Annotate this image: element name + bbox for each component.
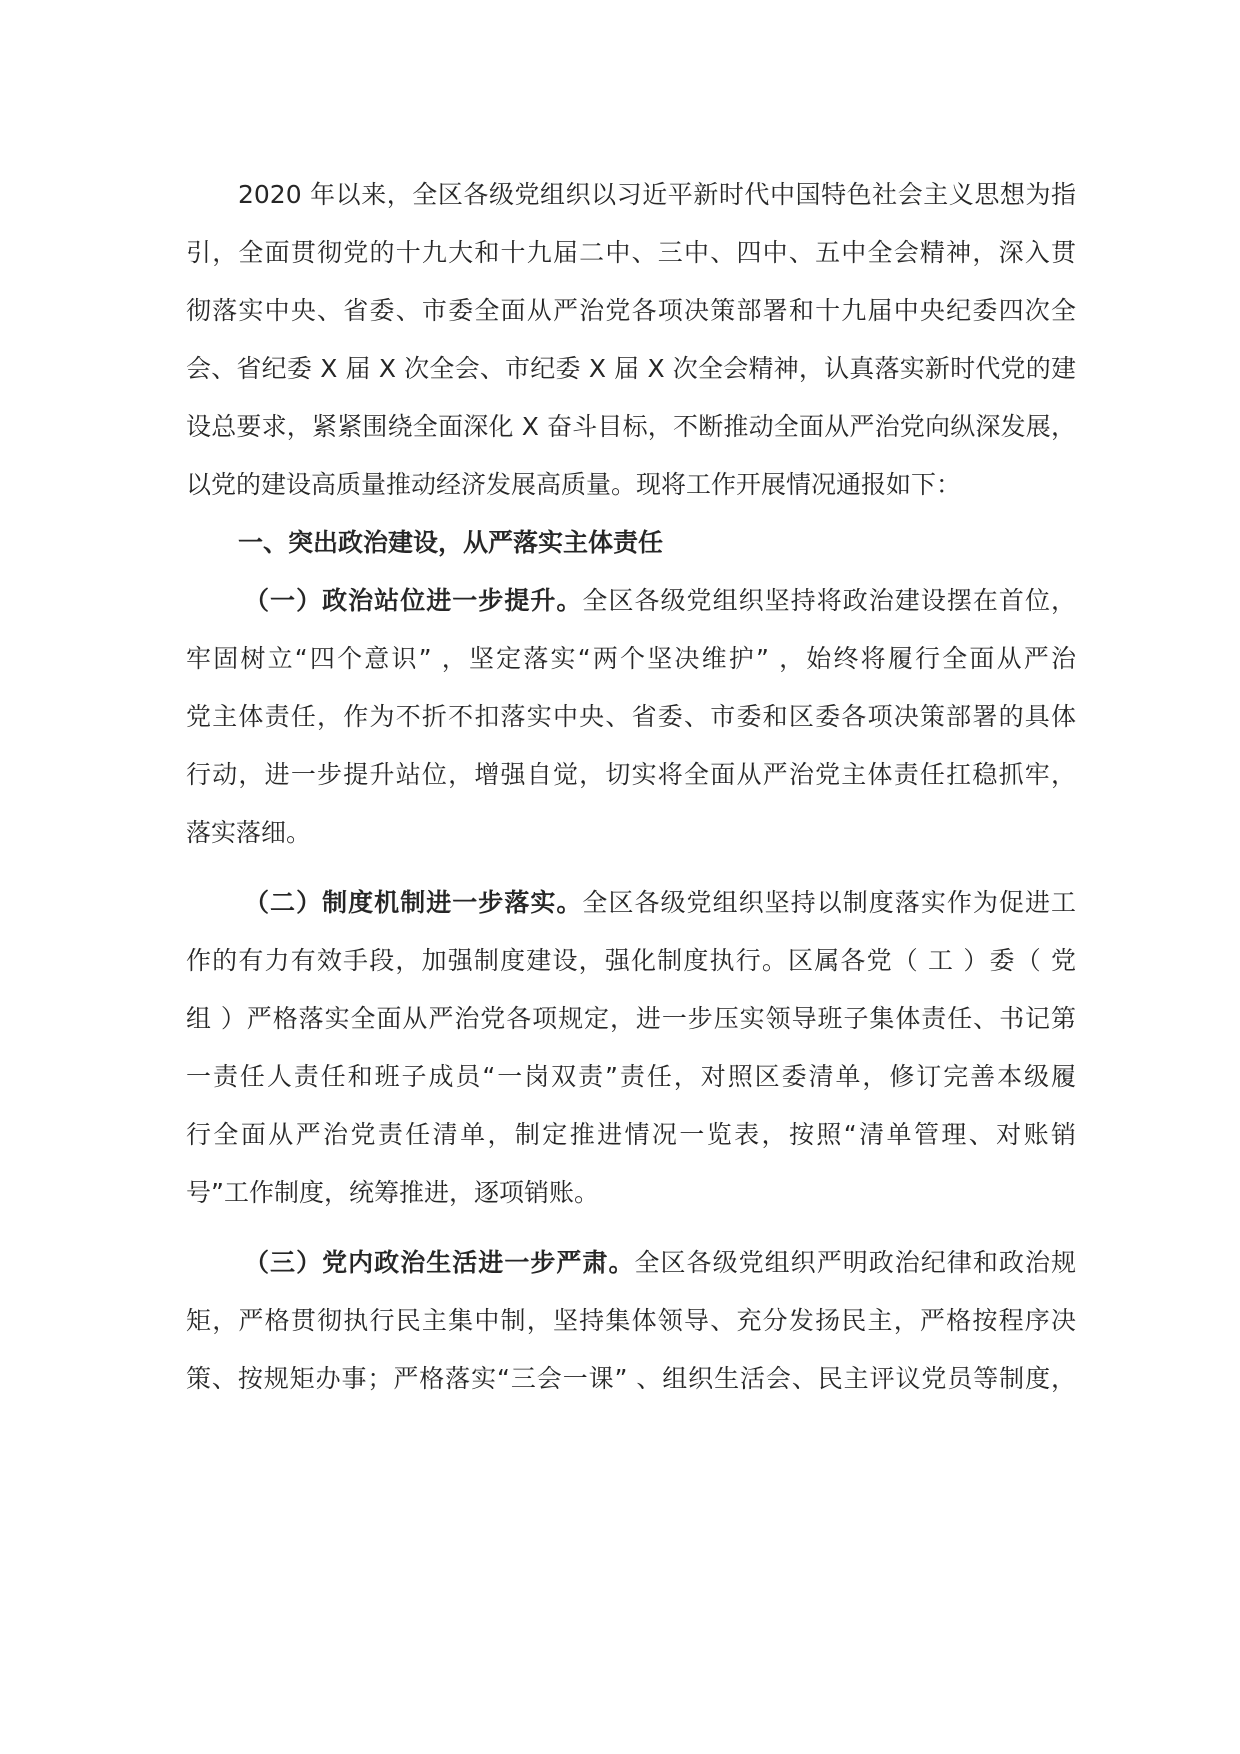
- intro-line: 设总要求，紧紧围绕全面深化 X 奋斗目标，不断推动全面从严治党向纵深发展，: [186, 412, 1076, 441]
- subsection-first-line: [244, 581, 1076, 621]
- paragraph-line: 组 ）严格落实全面从严治党各项规定，进一步压实领导班子集体责任、书记第: [186, 1004, 1076, 1033]
- paragraph-line: 矩，严格贯彻执行民主集中制，坚持集体领导、充分发扬民主，严格按程序决: [186, 1306, 1076, 1335]
- intro-line: 引，全面贯彻党的十九大和十九届二中、三中、四中、五中全会精神，深入贯: [186, 238, 1076, 267]
- intro-line: 会、省纪委 X 届 X 次全会、市纪委 X 届 X 次全会精神，认真落实新时代党的建: [186, 354, 1076, 383]
- paragraph-line: 牢固树立“四个意识” ，坚定落实“两个坚决维护” ，始终将履行全面从严治: [186, 644, 1076, 673]
- paragraph-line: 行全面从严治党责任清单，制定推进情况一览表，按照“清单管理、对账销: [186, 1120, 1076, 1149]
- subsection-text: 全区各级党组织严明政治纪律和政治规: [634, 1248, 1076, 1277]
- subsection-title: （二）制度机制进一步落实。: [244, 888, 583, 917]
- subsection-text: 全区各级党组织坚持将政治建设摆在首位，: [582, 586, 1076, 615]
- subsection-first-line: [244, 1243, 1076, 1283]
- subsection-text: 全区各级党组织坚持以制度落实作为促进工: [582, 888, 1076, 917]
- paragraph-line: 党主体责任，作为不折不扣落实中央、省委、市委和区委各项决策部署的具体: [186, 702, 1076, 731]
- paragraph-line: 行动，进一步提升站位，增强自觉，切实将全面从严治党主体责任扛稳抓牢，: [186, 760, 1076, 789]
- intro-line: 2020 年以来，全区各级党组织以习近平新时代中国特色社会主义思想为指: [238, 180, 1076, 209]
- subsection-title: （三）党内政治生活进一步严肃。: [244, 1248, 635, 1277]
- document-body: [186, 0, 1076, 1754]
- intro-line: 彻落实中央、省委、市委全面从严治党各项决策部署和十九届中央纪委四次全: [186, 296, 1076, 325]
- paragraph-line: 号”工作制度，统筹推进，逐项销账。: [186, 1178, 599, 1207]
- intro-line: 以党的建设高质量推动经济发展高质量。现将工作开展情况通报如下：: [186, 470, 962, 499]
- subsection-title: （一）政治站位进一步提升。: [244, 586, 583, 615]
- paragraph-line: 策、按规矩办事；严格落实“三会一课” 、组织生活会、民主评议党员等制度，: [186, 1364, 1076, 1393]
- paragraph-line: 一责任人责任和班子成员“一岗双责”责任，对照区委清单，修订完善本级履: [186, 1062, 1076, 1091]
- paragraph-line: 落实落细。: [186, 818, 312, 847]
- section-heading: 一、突出政治建设，从严落实主体责任: [238, 528, 664, 557]
- subsection-first-line: [244, 883, 1076, 923]
- paragraph-line: 作的有力有效手段，加强制度建设，强化制度执行。区属各党（ 工 ）委（ 党: [186, 946, 1076, 975]
